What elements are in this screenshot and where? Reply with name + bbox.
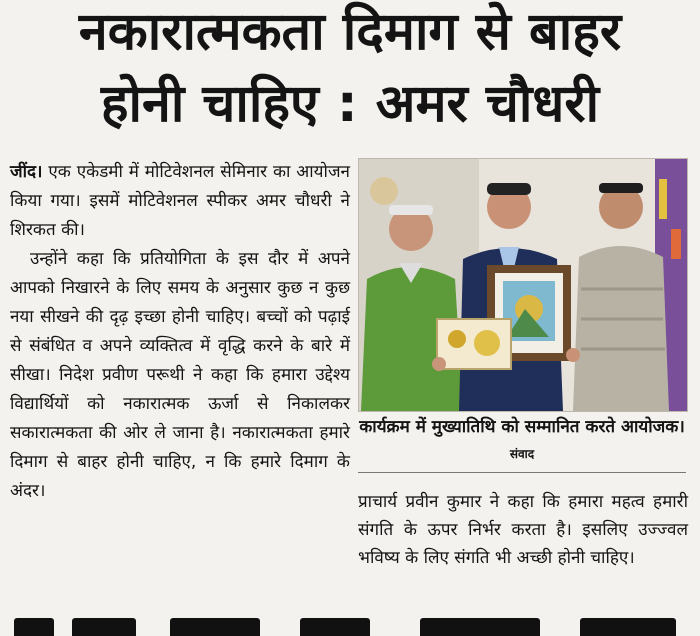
next-headline-fragment <box>0 618 700 636</box>
photo-caption <box>358 414 686 467</box>
photo-credit: संवाद <box>509 447 535 461</box>
photo-caption-text: कार्यक्रम में मुख्यातिथि को सम्मानित करते आयोजक। <box>359 417 685 437</box>
dateline: जींद। <box>10 162 43 182</box>
article-paragraph-1-text: एक एकेडमी में मोटिवेशनल सेमिनार का आयोजन किया गया। इसमें मोटिवेशनल स्पीकर अमर चौधरी ने शिरकत की। <box>10 162 350 240</box>
article-paragraph-2: उन्होंने कहा कि प्रतियोगिता के इस दौर में अपने आपको निखारने के लिए समय के अनुसार कुछ न कुछ नया सीखने की दृढ़ इच्छा होनी चाहिए। बच्चों को पढ़ाई से संबंधित व अपने व्यक्तित्व में वृद्धि करने के बारे में सीखा। निदेश प्रवीण परूथी ने कहा कि हमारा उद्देश्य विद्यार्थियों को नकारात्मक ऊर्जा से निकालकर सकारात्मकता की ओर ले जाना है। नकारात्मकता हमारे दिमाग से बाहर होनी चाहिए, न कि हमारे दिमाग के अंदर। <box>10 249 350 501</box>
headline-line-1: नकारात्मकता दिमाग से बाहर <box>78 2 622 62</box>
news-photo-illustration <box>359 159 687 411</box>
headline-line-2: होनी चाहिए : अमर चौधरी <box>100 74 600 134</box>
article-left-column <box>10 158 350 506</box>
caption-divider <box>358 472 686 473</box>
article-paragraph-1 <box>10 158 350 245</box>
news-photo <box>358 158 688 412</box>
article-paragraph-3: प्राचार्य प्रवीन कुमार ने कहा कि हमारा महत्व हमारी संगति के ऊपर निर्भर करता है। इसलिए उज्ज्वल भविष्य के लिए संगति भी अच्छी होनी चाहिए। <box>358 492 688 568</box>
